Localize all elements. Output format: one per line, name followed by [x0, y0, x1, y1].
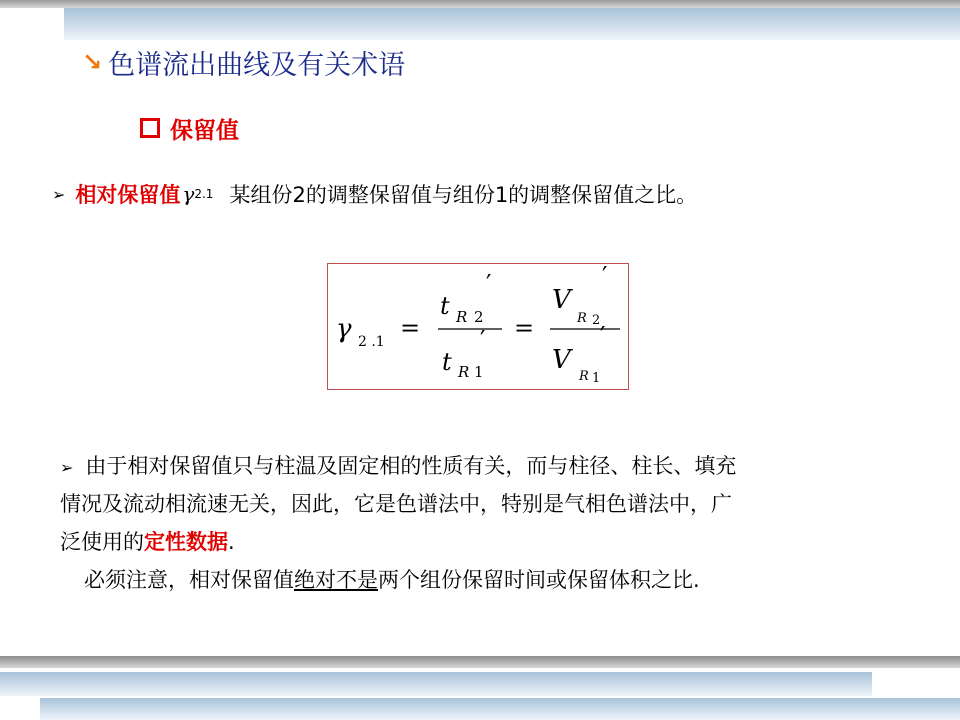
formula-gamma-subscript: 2 .1: [358, 334, 385, 350]
arrow-down-right-icon: ↘: [82, 48, 103, 76]
formula-prime-4: ′: [600, 322, 606, 350]
explanation-paragraph: [60, 447, 930, 599]
formula-r-v-denominator: R: [579, 369, 589, 384]
paragraph-line-3-pre: 泛使用的: [60, 530, 144, 554]
formula-t-numerator: t: [440, 292, 450, 320]
square-bullet-icon: [140, 118, 160, 138]
qualitative-data-highlight: 定性数据: [144, 530, 228, 554]
paragraph-line-4-post: 两个组份保留时间或保留体积之比.: [378, 568, 700, 592]
slide-title: [82, 44, 405, 80]
paragraph-line-3-post: .: [228, 530, 235, 554]
formula-equals-1: =: [400, 314, 421, 342]
definition-term: 相对保留值: [75, 183, 181, 207]
formula-v-1-denominator: 1: [592, 371, 601, 386]
bottom-blue-band-2: [40, 698, 960, 720]
paragraph-line-4-pre: 必须注意，相对保留值: [84, 568, 294, 592]
formula-v-denominator: V: [552, 345, 571, 375]
top-blue-band: [64, 8, 960, 40]
absolutely-not-underlined: 绝对不是: [294, 568, 378, 592]
formula-r-numerator: R: [456, 308, 468, 326]
formula-r-v-numerator: R: [577, 311, 587, 326]
formula-2-numerator: 2: [474, 308, 484, 326]
paragraph-line-4: [60, 561, 930, 599]
formula-1-denominator: 1: [474, 363, 484, 381]
paragraph-line-1-text: 由于相对保留值只与柱温及固定相的性质有关，而与柱径、柱长、填充: [85, 454, 737, 478]
top-gray-band: [0, 0, 960, 8]
paragraph-line-2: 情况及流动相流速无关，因此，它是色谱法中，特别是气相色谱法中，广: [60, 492, 732, 516]
section-heading: [140, 112, 239, 144]
definition-line: [52, 176, 697, 212]
formula-box: [327, 263, 629, 390]
paragraph-line-1: [60, 447, 930, 485]
formula-prime-1: ′: [486, 270, 492, 298]
formula-prime-3: ′: [602, 264, 608, 290]
formula-prime-2: ′: [480, 326, 486, 354]
paragraph-bullet-icon: ➢: [60, 458, 74, 477]
formula-gamma: γ: [336, 314, 352, 344]
arrow-bullet-icon: ➢: [52, 184, 66, 204]
formula-r-denominator: R: [458, 363, 470, 381]
formula-v-2-numerator: 2: [592, 313, 601, 328]
formula-t-denominator: t: [442, 348, 452, 376]
definition-description: 某组份2的调整保留值与组份1的调整保留值之比。: [229, 183, 698, 207]
paragraph-line-3: [60, 523, 930, 561]
formula-v-numerator: V: [552, 285, 571, 315]
section-heading-text: 保留值: [170, 117, 239, 144]
definition-symbol-subscript: 2.1: [194, 187, 214, 201]
formula-svg: [328, 264, 630, 391]
slide-title-text: 色谱流出曲线及有关术语: [108, 49, 406, 81]
bottom-blue-band-1: [0, 672, 872, 696]
definition-symbol: γ: [182, 182, 195, 206]
bottom-gray-band: [0, 656, 960, 668]
formula-equals-2: =: [514, 314, 535, 342]
